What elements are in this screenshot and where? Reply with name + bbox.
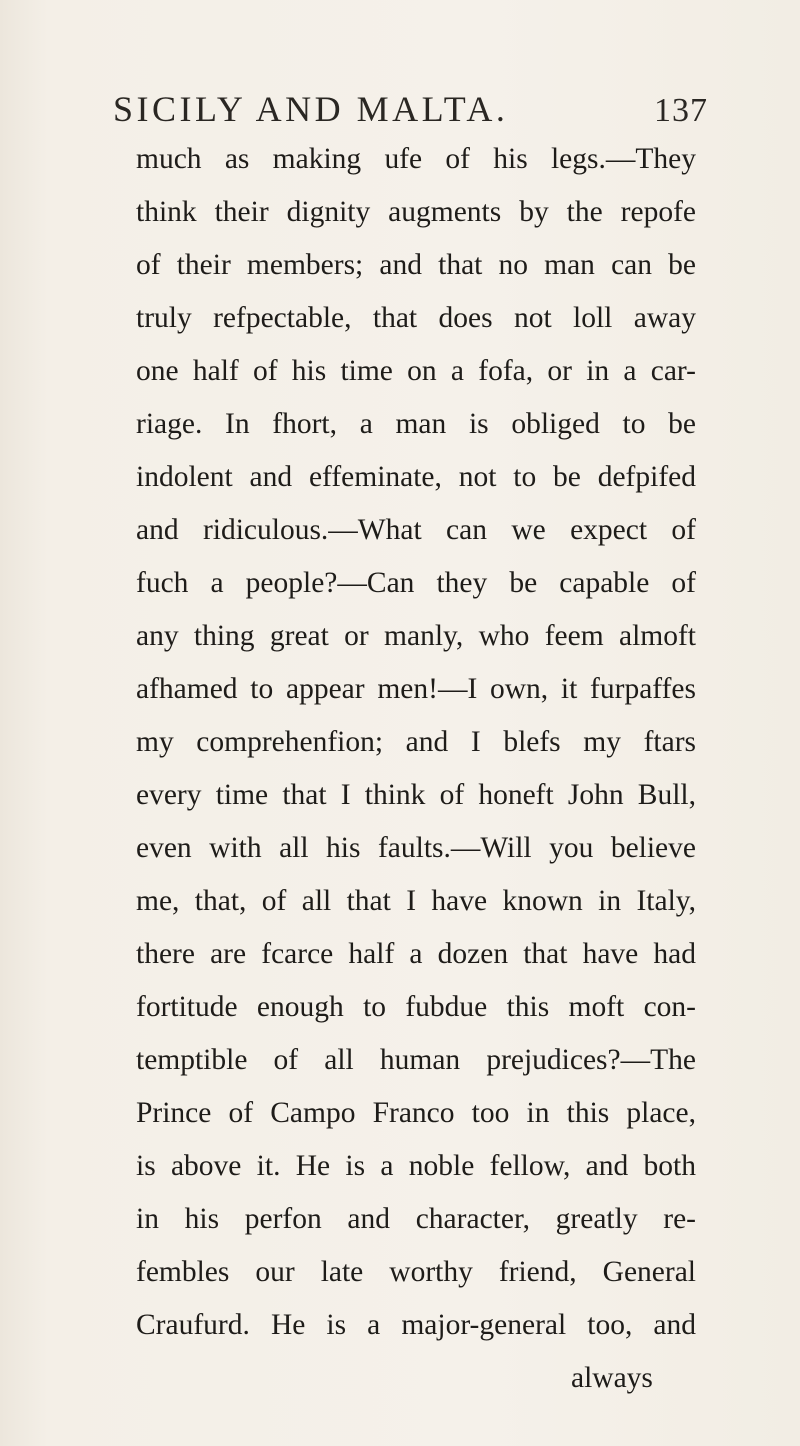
catchword: always <box>571 1362 653 1394</box>
text-line: afhamed to appear men!—I own, it furpaffes <box>136 673 696 705</box>
text-line: is above it. He is a noble fellow, and both <box>136 1150 696 1182</box>
text-line: one half of his time on a fofa, or in a car- <box>136 355 696 387</box>
text-line: indolent and effeminate, not to be defpifed <box>136 461 696 493</box>
text-line: truly refpectable, that does not loll away <box>136 302 696 334</box>
running-head: SICILY AND MALTA. <box>113 89 509 129</box>
text-line: temptible of all human prejudices?—The <box>136 1044 696 1076</box>
text-line: there are fcarce half a dozen that have had <box>136 938 696 970</box>
text-line: fembles our late worthy friend, General <box>136 1256 696 1288</box>
text-line: much as making ufe of his legs.—They <box>136 143 696 175</box>
text-line: in his perfon and character, greatly re- <box>136 1203 696 1235</box>
text-line: even with all his faults.—Will you believe <box>136 832 696 864</box>
text-line: Prince of Campo Franco too in this place, <box>136 1097 696 1129</box>
text-line: think their dignity augments by the repofe <box>136 196 696 228</box>
text-line: of their members; and that no man can be <box>136 249 696 281</box>
text-line: Craufurd. He is a major-general too, and <box>136 1309 696 1341</box>
text-line: any thing great or manly, who feem almoft <box>136 620 696 652</box>
text-line: fuch a people?—Can they be capable of <box>136 567 696 599</box>
page-header <box>0 70 800 140</box>
text-line: and ridiculous.—What can we expect of <box>136 514 696 546</box>
text-line: riage. In fhort, a man is obliged to be <box>136 408 696 440</box>
text-line: my comprehenfion; and I blefs my ftars <box>136 726 696 758</box>
text-line: fortitude enough to fubdue this moft con- <box>136 991 696 1023</box>
text-line: me, that, of all that I have known in Italy, <box>136 885 696 917</box>
page-number: 137 <box>654 92 708 129</box>
text-line: every time that I think of honeft John Bull, <box>136 779 696 811</box>
